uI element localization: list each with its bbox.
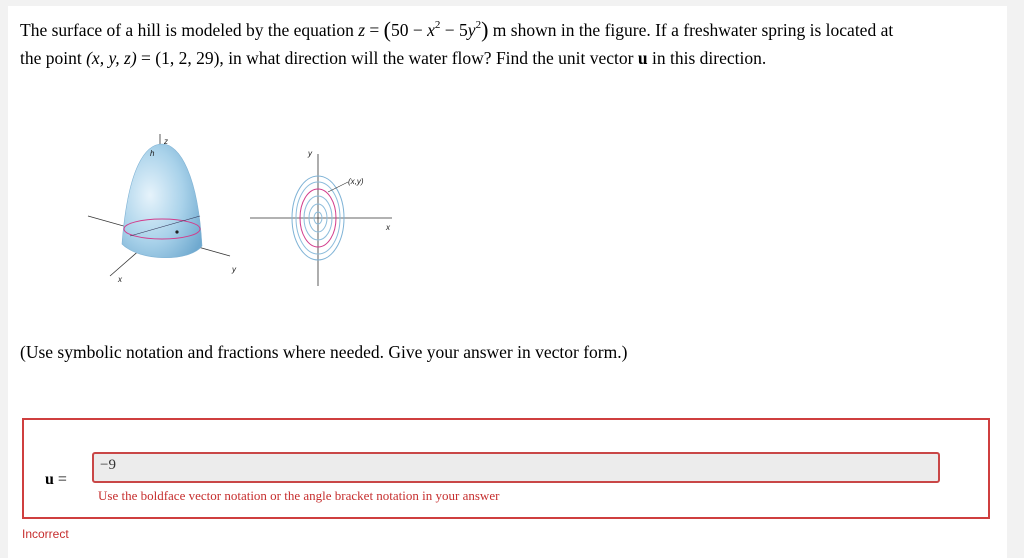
status-incorrect: Incorrect: [22, 527, 69, 541]
instructions: (Use symbolic notation and fractions where needed. Give your answer in vector form.): [20, 342, 628, 362]
question-line-2: the point (x, y, z) = (1, 2, 29), in what direction will the water flow? Find the unit vector u in this direction.: [20, 48, 767, 68]
hill-surface-plot: [88, 134, 237, 284]
question-line-1: The surface of a hill is modeled by the equation $z = (50 - x^2 - 5y^2)$ m shown in the figure. If a freshwater spring is located at: [20, 17, 894, 42]
hill-figure: [80, 126, 410, 296]
answer-box: [22, 418, 990, 519]
label-y-right: y: [308, 149, 312, 158]
contour-plot: [250, 149, 392, 286]
label-z: z: [164, 137, 168, 146]
label-y-left: y: [232, 265, 236, 274]
hill-dome: [122, 144, 202, 258]
label-x-left: x: [118, 275, 122, 284]
answer-hint: Use the boldface vector notation or the angle bracket notation in your answer: [98, 488, 500, 503]
answer-label: u =: [45, 471, 67, 488]
label-point: (x,y): [348, 177, 364, 186]
label-x-right: x: [386, 223, 390, 232]
answer-input[interactable]: −9: [92, 452, 940, 483]
label-h: h: [150, 149, 155, 158]
question-panel: [8, 6, 1007, 558]
point-marker-3d: [175, 230, 178, 233]
question-text: [20, 16, 995, 72]
